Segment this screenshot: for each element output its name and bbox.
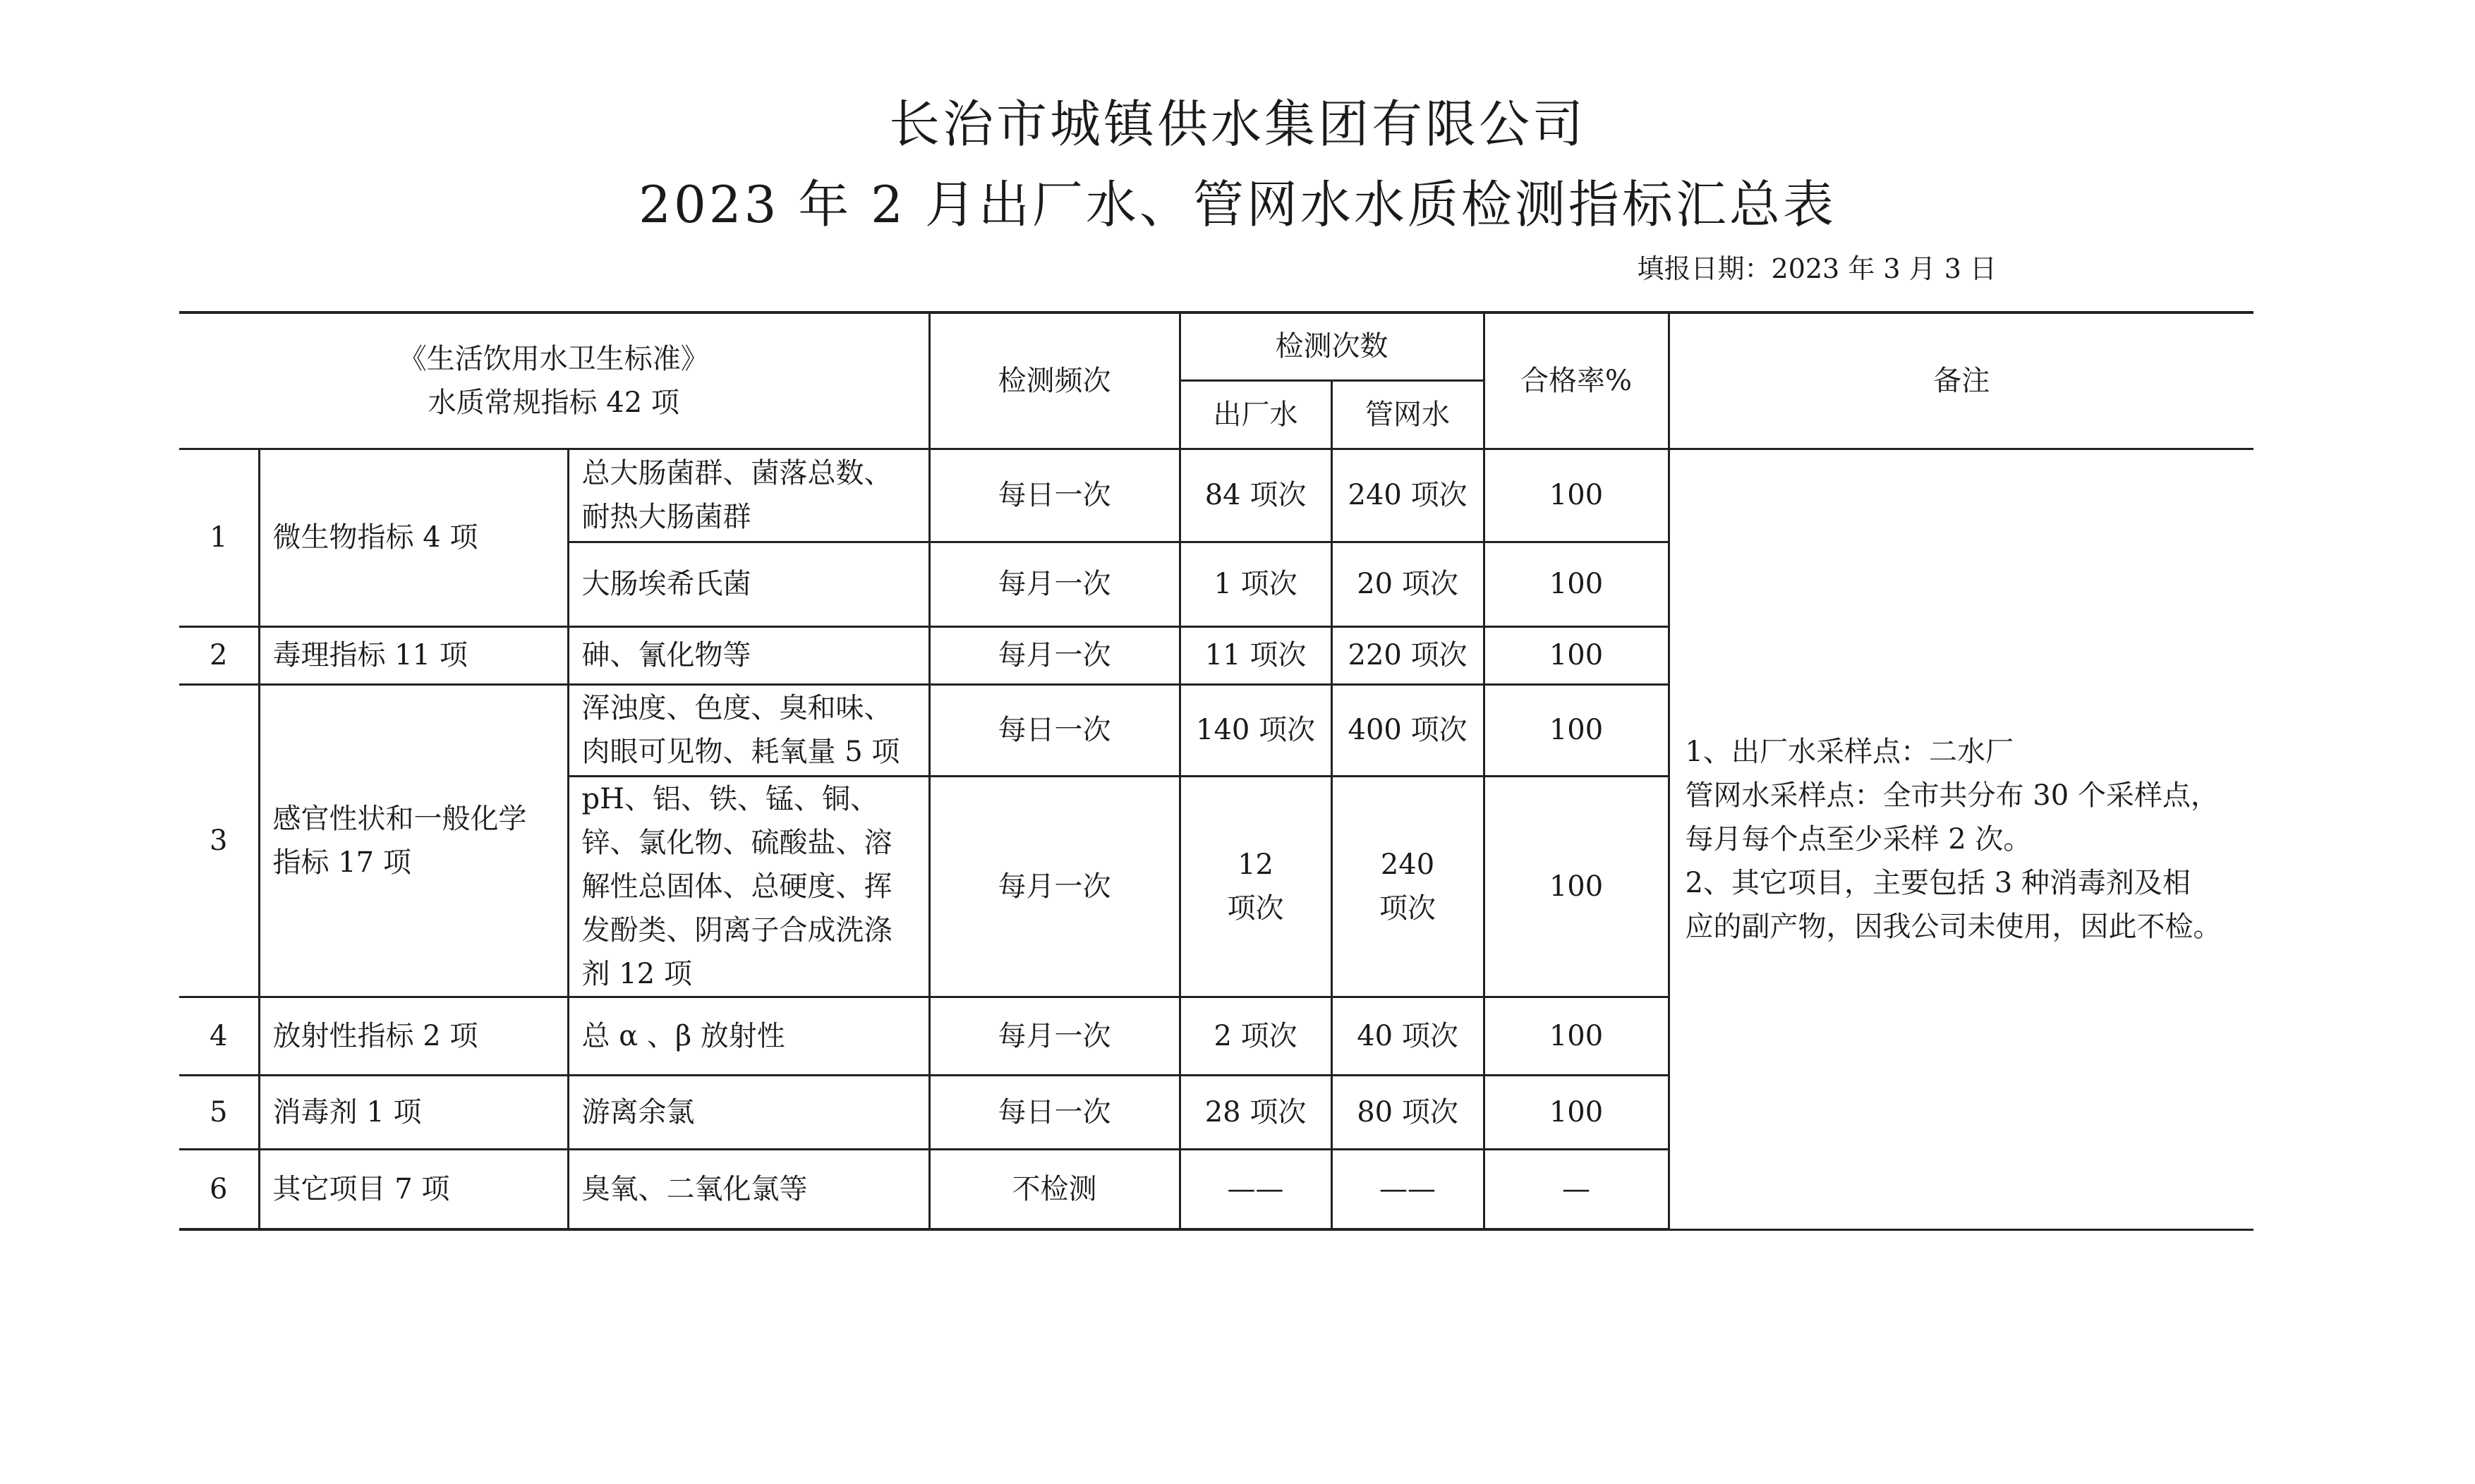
pass-rate: 100 xyxy=(1484,684,1669,776)
factory-count: 1 项次 xyxy=(1180,542,1331,626)
frequency-header: 检测频次 xyxy=(929,312,1180,449)
row-number: 5 xyxy=(179,1075,259,1149)
remark-line: 管网水采样点：全市共分布 30 个采样点， xyxy=(1685,779,2219,812)
standard-header xyxy=(179,312,929,449)
pipe-count: 240 项次 xyxy=(1331,776,1484,997)
indicator-category: 毒理指标 11 项 xyxy=(259,626,568,684)
remark-line: 应的副产物，因我公司未使用，因此不检。 xyxy=(1685,910,2222,943)
test-frequency: 每月一次 xyxy=(929,626,1180,684)
row-number: 6 xyxy=(179,1149,259,1229)
pass-rate: 100 xyxy=(1484,542,1669,626)
indicator-items: 大肠埃希氏菌 xyxy=(568,542,929,626)
test-count-header: 检测次数 xyxy=(1180,312,1484,380)
indicator-items: 游离余氯 xyxy=(568,1075,929,1149)
pipe-count: 400 项次 xyxy=(1331,684,1484,776)
table-row xyxy=(179,449,2253,542)
factory-count: 2 项次 xyxy=(1180,997,1331,1075)
row-number: 2 xyxy=(179,626,259,684)
pipe-count: 40 项次 xyxy=(1331,997,1484,1075)
pipe-count: 240 项次 xyxy=(1331,449,1484,542)
remarks-header: 备注 xyxy=(1669,312,2253,449)
pass-rate: 100 xyxy=(1484,997,1669,1075)
pass-rate: 100 xyxy=(1484,776,1669,997)
test-frequency: 每日一次 xyxy=(929,1075,1180,1149)
remark-line: 1、出厂水采样点：二水厂 xyxy=(1685,735,2014,768)
pass-rate: 100 xyxy=(1484,1075,1669,1149)
indicator-items: pH、铝、铁、锰、铜、锌、氯化物、硫酸盐、溶解性总固体、总硬度、挥发酚类、阴离子合成洗涤剂 12 项 xyxy=(568,776,929,997)
factory-water-header: 出厂水 xyxy=(1180,380,1331,449)
pass-rate: 100 xyxy=(1484,626,1669,684)
indicator-category: 其它项目 7 项 xyxy=(259,1149,568,1229)
row-number: 1 xyxy=(179,449,259,626)
pipe-water-header: 管网水 xyxy=(1331,380,1484,449)
factory-count: 84 项次 xyxy=(1180,449,1331,542)
indicator-items: 总 α 、β 放射性 xyxy=(568,997,929,1075)
document-title: 长治市城镇供水集团有限公司 xyxy=(888,95,1586,154)
factory-count: 12 项次 xyxy=(1180,776,1331,997)
pipe-count: 20 项次 xyxy=(1331,542,1484,626)
standard-header-line2: 水质常规指标 42 项 xyxy=(428,386,679,419)
pass-rate-header: 合格率% xyxy=(1484,312,1669,449)
water-quality-table xyxy=(179,311,2253,1231)
indicator-items: 总大肠菌群、菌落总数、耐热大肠菌群 xyxy=(568,449,929,542)
test-frequency: 每日一次 xyxy=(929,449,1180,542)
indicator-category: 感官性状和一般化学指标 17 项 xyxy=(259,684,568,997)
standard-header-line1: 《生活饮用水卫生标准》 xyxy=(398,342,709,375)
factory-count: 11 项次 xyxy=(1180,626,1331,684)
report-date: 填报日期：2023 年 3 月 3 日 xyxy=(1637,253,1997,284)
pass-rate: — xyxy=(1484,1149,1669,1229)
indicator-category: 微生物指标 4 项 xyxy=(259,449,568,626)
factory-count: 140 项次 xyxy=(1180,684,1331,776)
indicator-items: 砷、氰化物等 xyxy=(568,626,929,684)
indicator-category: 消毒剂 1 项 xyxy=(259,1075,568,1149)
row-number: 3 xyxy=(179,684,259,997)
pipe-count: 80 项次 xyxy=(1331,1075,1484,1149)
test-frequency: 不检测 xyxy=(929,1149,1180,1229)
test-frequency: 每日一次 xyxy=(929,684,1180,776)
pipe-count: 220 项次 xyxy=(1331,626,1484,684)
remark-line: 2、其它项目，主要包括 3 种消毒剂及相 xyxy=(1685,866,2191,899)
factory-count: —— xyxy=(1180,1149,1331,1229)
remarks-cell xyxy=(1669,449,2253,1229)
remark-line: 每月每个点至少采样 2 次。 xyxy=(1685,822,2032,856)
test-frequency: 每月一次 xyxy=(929,542,1180,626)
factory-count: 28 项次 xyxy=(1180,1075,1331,1149)
pipe-count: —— xyxy=(1331,1149,1484,1229)
test-frequency: 每月一次 xyxy=(929,997,1180,1075)
indicator-category: 放射性指标 2 项 xyxy=(259,997,568,1075)
row-number: 4 xyxy=(179,997,259,1075)
document-subtitle: 2023 年 2 月出厂水、管网水水质检测指标汇总表 xyxy=(639,175,1836,234)
indicator-items: 浑浊度、色度、臭和味、肉眼可见物、耗氧量 5 项 xyxy=(568,684,929,776)
indicator-items: 臭氧、二氧化氯等 xyxy=(568,1149,929,1229)
pass-rate: 100 xyxy=(1484,449,1669,542)
test-frequency: 每月一次 xyxy=(929,776,1180,997)
